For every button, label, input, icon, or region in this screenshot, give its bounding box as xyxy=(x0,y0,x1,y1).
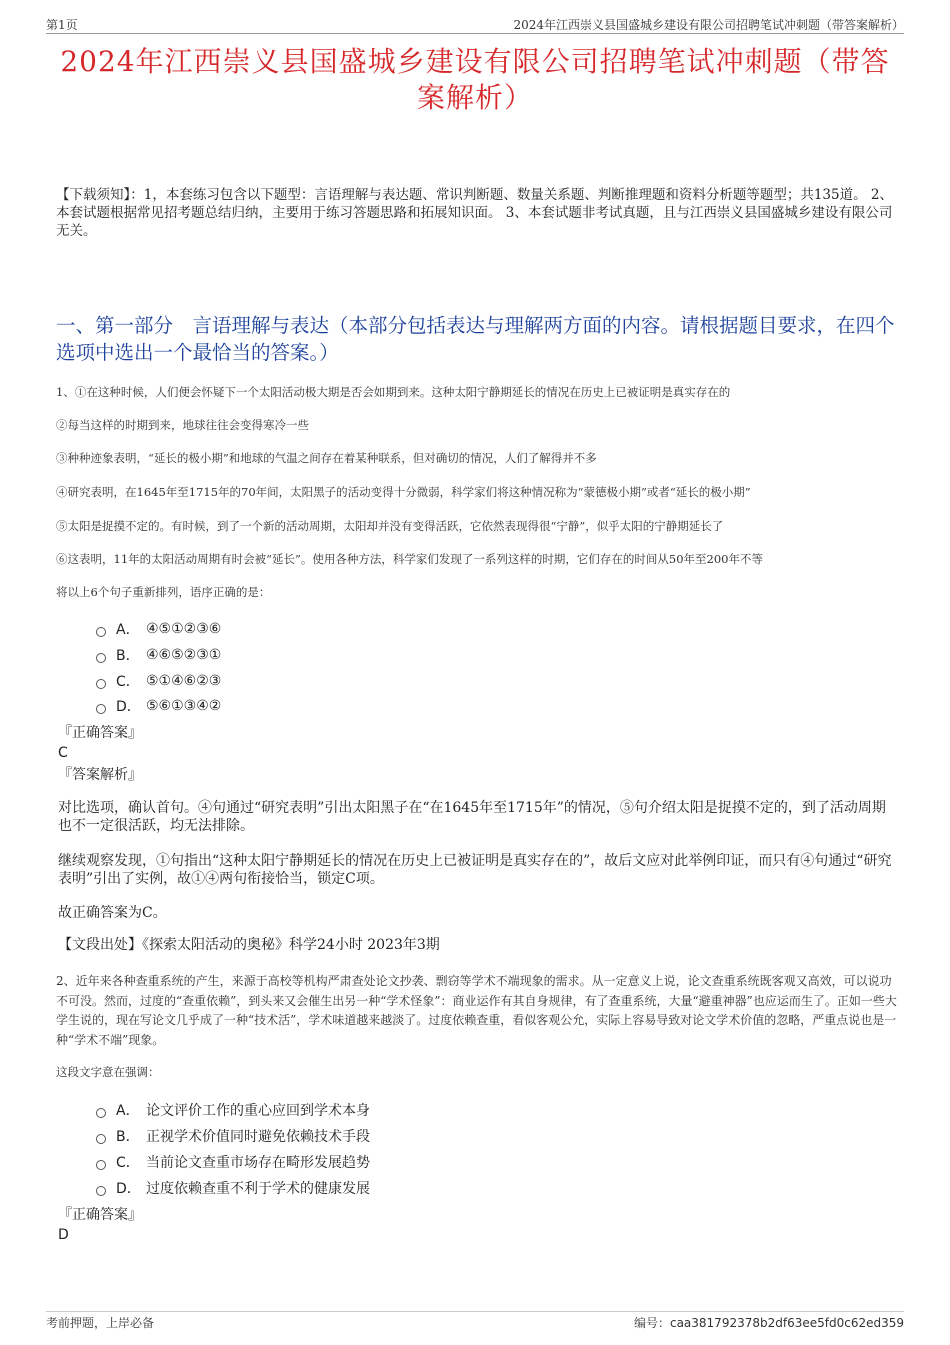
page-number: 第1页 xyxy=(46,18,78,32)
page-header xyxy=(46,14,904,34)
option-key: A． xyxy=(116,1103,140,1119)
option-text: 过度依赖查重不利于学术的健康发展 xyxy=(146,1181,370,1197)
footer-slogan: 考前押题，上岸必备 xyxy=(46,1316,155,1330)
radio-icon[interactable] xyxy=(96,653,106,663)
radio-icon[interactable] xyxy=(96,1134,106,1144)
radio-icon[interactable] xyxy=(96,679,106,689)
q1-source: 【文段出处】《探索太阳活动的奥秘》科学24小时 2023年3期 xyxy=(58,937,440,953)
document-title: 2024年江西崇义县国盛城乡建设有限公司招聘笔试冲刺题（带答案解析） xyxy=(60,45,890,114)
option-key: C． xyxy=(116,674,140,690)
download-notice: 【下载须知】：1，本套练习包含以下题型：言语理解与表达题、常识判断题、数量关系题、判断推理题和资料分析题等题型；共135道。 2、本套试题根据常见招考题总结归纳，主要用于练习答题思路和拓展知识面。 3、本套试题非考试真题，且与江西崇义县国盛城乡建设有限公司无关。 xyxy=(56,187,893,239)
radio-icon[interactable] xyxy=(96,1186,106,1196)
page-footer xyxy=(46,1314,904,1332)
radio-icon[interactable] xyxy=(96,627,106,637)
q1-stem-line: ⑥这表明，11年的太阳活动周期有时会被“延长”。使用各种方法，科学家们发现了一系列这样的时期，它们存在的时间从50年至200年不等 xyxy=(56,552,763,566)
footer-code xyxy=(634,1314,904,1331)
q2-answer-label: 『正确答案』 xyxy=(58,1207,142,1223)
option-text: ④⑤①②③⑥ xyxy=(146,621,222,637)
footer-code-label: 编号： xyxy=(633,1316,670,1330)
footer-divider xyxy=(46,1311,904,1312)
q1-analysis-paragraph: 对比选项，确认首句。④句通过“研究表明”引出太阳黑子在“在1645年至1715年”的情况，⑤句介绍太阳是捉摸不定的，到了活动周期也不一定很活跃，均无法排除。 xyxy=(58,800,886,834)
q1-stem-line: 1、①在这种时候，人们便会怀疑下一个太阳活动极大期是否会如期到来。这种太阳宁静期延长的情况在历史上已被证明是真实存在的 xyxy=(56,385,731,399)
q1-option-c[interactable] xyxy=(96,670,221,692)
option-key: B． xyxy=(116,648,140,664)
q2-answer-value: D xyxy=(58,1227,69,1243)
option-key: D． xyxy=(116,699,141,715)
section-heading: 一、第一部分 言语理解与表达（本部分包括表达与理解两方面的内容。请根据题目要求，在四个选项中选出一个最恰当的答案。） xyxy=(56,314,895,364)
q1-stem-line: ③种种迹象表明，“延长的极小期”和地球的气温之间存在着某种联系，但对确切的情况，人们了解得并不多 xyxy=(56,451,597,465)
option-key: C． xyxy=(116,1155,140,1171)
option-text: ⑤⑥①③④② xyxy=(146,698,222,714)
q1-analysis-paragraph: 继续观察发现，①句指出“这种太阳宁静期延长的情况在历史上已被证明是真实存在的”，故后文应对此举例印证，而只有④句通过“研究表明”引出了实例，故①④两句衔接恰当，锁定C项。 xyxy=(58,853,892,887)
footer-code-value: caa381792378b2df63ee5fd0c62ed359 xyxy=(669,1316,904,1330)
q2-option-d[interactable] xyxy=(96,1177,370,1199)
header-doc-title: 2024年江西崇义县国盛城乡建设有限公司招聘笔试冲刺题（带答案解析） xyxy=(513,18,904,32)
option-text: 当前论文查重市场存在畸形发展趋势 xyxy=(146,1155,370,1171)
q1-option-a[interactable] xyxy=(96,618,221,640)
q2-option-c[interactable] xyxy=(96,1151,370,1173)
q1-analysis-label: 『答案解析』 xyxy=(58,767,142,783)
q2-option-b[interactable] xyxy=(96,1125,370,1147)
q2-option-a[interactable] xyxy=(96,1099,370,1121)
radio-icon[interactable] xyxy=(96,1108,106,1118)
header-divider xyxy=(46,33,904,34)
q2-prompt: 这段文字意在强调： xyxy=(56,1065,160,1079)
radio-icon[interactable] xyxy=(96,704,106,714)
q1-stem-line: ④研究表明，在1645年至1715年的70年间，太阳黑子的活动变得十分微弱，科学家们将这种情况称为“蒙德极小期”或者“延长的极小期” xyxy=(56,485,751,499)
option-text: 正视学术价值同时避免依赖技术手段 xyxy=(146,1129,370,1145)
option-text: 论文评价工作的重心应回到学术本身 xyxy=(146,1103,370,1119)
q2-stem: 2、近年来各种查重系统的产生，来源于高校等机构严肃查处论文抄袭、剽窃等学术不端现象的需求。从一定意义上说，论文查重系统既客观又高效，可以说功不可没。然而，过度的“查重依赖”，到头来又会催生出另一种“学术怪象”：商业运作有其自身规律，有了查重系统，大量“避重神器”也应运而生了。正如一些大学生说的，现在写论文几乎成了一种“技术活”，学术味道越来越淡了。过度依赖查重，看似客观公允，实际上容易导致对论文学术价值的忽略，严重点说也是一种“学术不端”现象。 xyxy=(56,974,897,1047)
option-text: ④⑥⑤②③① xyxy=(146,647,222,663)
option-text: ⑤①④⑥②③ xyxy=(146,673,222,689)
q1-answer-label: 『正确答案』 xyxy=(58,725,142,741)
q1-answer-value: C xyxy=(58,745,68,761)
q1-option-d[interactable] xyxy=(96,695,221,717)
q1-option-b[interactable] xyxy=(96,644,221,666)
option-key: B． xyxy=(116,1129,140,1145)
option-key: D． xyxy=(116,1181,141,1197)
radio-icon[interactable] xyxy=(96,1160,106,1170)
q1-stem-line: ②每当这样的时期到来，地球往往会变得寒冷一些 xyxy=(56,418,309,432)
q1-analysis-conclusion: 故正确答案为C。 xyxy=(58,905,167,921)
q1-stem-line: ⑤太阳是捉摸不定的。有时候，到了一个新的活动周期，太阳却并没有变得活跃，它依然表现得很“宁静”，似乎太阳的宁静期延长了 xyxy=(56,519,724,533)
option-key: A． xyxy=(116,622,140,638)
q1-prompt: 将以上6个句子重新排列，语序正确的是： xyxy=(56,585,271,599)
